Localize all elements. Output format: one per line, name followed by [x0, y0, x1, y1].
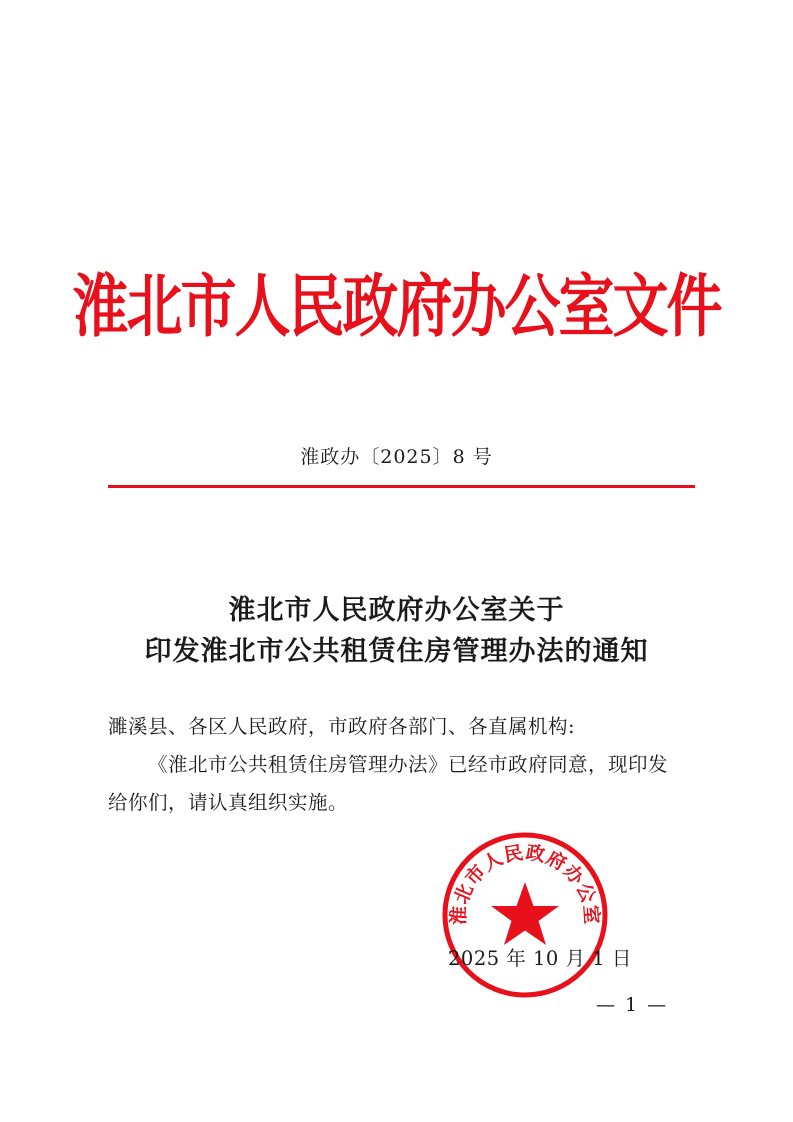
body-paragraph-line-2: 给你们，请认真组织实施。 [108, 791, 349, 814]
document-title-line-2: 印发淮北市公共租赁住房管理办法的通知 [144, 636, 649, 667]
official-seal [440, 830, 610, 1000]
page-number: — 1 — [596, 994, 669, 1016]
document-title-line-1: 淮北市人民政府办公室关于 [228, 595, 565, 626]
document-number: 淮政办〔2025〕8 号 [300, 446, 493, 468]
issue-date: 2025 年 10 月 1 日 [448, 947, 632, 970]
red-divider-line [108, 485, 695, 488]
star-icon [491, 882, 559, 945]
org-header-title: 淮北市人民政府办公室文件 [72, 266, 721, 348]
body-paragraph-line-1: 《淮北市公共租赁住房管理办法》已经市政府同意，现印发 [148, 753, 669, 776]
seal-arc-text: 淮北市人民政府办公室 [447, 841, 603, 926]
salutation: 濉溪县、各区人民政府，市政府各部门、各直属机构: [108, 715, 576, 738]
